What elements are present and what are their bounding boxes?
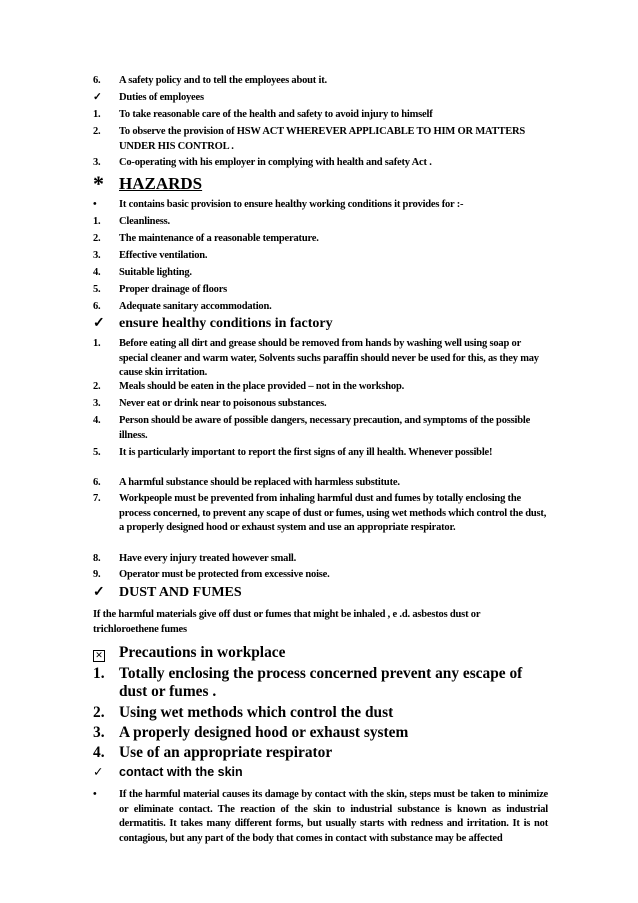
list-item-text: Suitable lighting. [119,267,192,278]
close-box-icon: ✕ [93,650,105,662]
list-marker: 4. [93,415,101,426]
duties-heading [93,91,548,106]
list-marker: 6. [93,477,101,488]
healthy-item [93,492,548,536]
list-item-text: A safety policy and to tell the employees about it. [119,75,327,86]
list-marker: 3. [93,157,101,168]
hazard-item [93,232,548,247]
healthy-item [93,552,548,567]
list-marker: 3. [93,724,105,741]
precaution-item [93,744,548,762]
list-item-text: If the harmful material causes its damage by contact with the skin, steps must be taken to minimize or eliminate contact. The reaction of the skin to industrial substance is known as industrial dermatitis. It takes many different forms, but usually starts with redness and irritation. It is not contagious, but any part of the body that comes in contact with substance may be affected [119,789,548,844]
check-icon: ✓ [93,765,104,779]
list-marker: 2. [93,233,101,244]
healthy-title: ensure healthy conditions in factory [119,316,333,331]
list-marker: 8. [93,553,101,564]
list-marker: 1. [93,216,101,227]
list-marker: 5. [93,284,101,295]
list-marker: 1. [93,109,101,120]
healthy-heading [93,315,548,332]
list-item-text: Workpeople must be prevented from inhaling harmful dust and fumes by totally enclosing the process concerned, to prevent any scape of dust or fumes, using wet methods which control the dust, a properly designed hood or exhaust system and use an appropriate respirator. [119,493,547,534]
list-item-text: To observe the provision of HSW ACT WHEREVER APPLICABLE TO HIM OR MATTERS UNDER HIS CONTROL . [119,126,526,152]
list-marker: 2. [93,381,101,392]
list-marker: 2. [93,126,101,137]
list-marker: 4. [93,267,101,278]
list-item-text: A harmful substance should be replaced with harmless substitute. [119,477,400,488]
list-marker: 2. [93,704,105,721]
hazard-item [93,283,548,298]
duties-heading-text: Duties of employees [119,92,204,103]
list-marker: 3. [93,398,101,409]
precautions-heading [93,644,548,662]
duty-item-1 [93,108,548,123]
list-item-text: Have every injury treated however small. [119,553,297,564]
check-icon: ✓ [93,316,105,331]
precaution-item [93,665,548,701]
list-marker: 3. [93,250,101,261]
list-item-text: Co-operating with his employer in complying with health and safety Act . [119,157,432,168]
list-item-text: It contains basic provision to ensure healthy working conditions it provides for :- [119,199,464,210]
duty-item-2 [93,125,548,154]
healthy-item [93,476,548,491]
hazard-item [93,300,548,315]
bullet-icon: • [93,199,97,210]
list-item-text: Totally enclosing the process concerned prevent any escape of dust or fumes . [119,665,523,700]
skin-title: contact with the skin [119,765,243,779]
duty-item-3 [93,156,548,171]
dust-title: DUST AND FUMES [119,585,242,600]
check-icon: ✓ [93,92,102,103]
healthy-item [93,380,548,395]
list-item-text: Never eat or drink near to poisonous substances. [119,398,327,409]
dust-paragraph: If the harmful materials give off dust or fumes that might be inhaled , e .d. asbestos dust or trichloroethene fumes [93,609,481,635]
list-marker: 1. [93,338,101,349]
list-item-text: Proper drainage of floors [119,284,228,295]
skin-item [93,788,548,846]
check-icon: ✓ [93,585,105,600]
precaution-item [93,704,548,722]
list-marker: 7. [93,493,101,504]
list-marker: 6. [93,301,101,312]
hazard-item [93,249,548,264]
list-item-text: Person should be aware of possible dangers, necessary precaution, and symptoms of the possible illness. [119,415,531,441]
healthy-item [93,414,548,443]
healthy-item [93,568,548,583]
list-item-text: It is particularly important to report the first signs of any ill health. Whenever possible! [119,447,493,458]
list-item-text: The maintenance of a reasonable temperature. [119,233,319,244]
healthy-item [93,446,548,461]
list-item-text: Meals should be eaten in the place provided – not in the workshop. [119,381,405,392]
list-marker: 1. [93,665,105,682]
list-marker: 6. [93,75,101,86]
list-item-text: A properly designed hood or exhaust system [119,724,409,741]
list-marker: 4. [93,744,105,761]
hazards-intro [93,198,548,213]
hazard-item [93,266,548,281]
hazards-title: HAZARDS [119,174,203,193]
healthy-item [93,397,548,412]
list-item-text: Before eating all dirt and grease should be removed from hands by washing well using soap or special cleaner and warm water, Solvents suchs paraffin should never be used for this, as they may cause skin irritation. [119,338,539,379]
asterisk-icon: * [93,171,104,196]
hazard-item [93,215,548,230]
healthy-item [93,337,548,381]
list-item-text: Cleanliness. [119,216,170,227]
list-marker: 9. [93,569,101,580]
bullet-icon: • [93,789,97,800]
list-item-text: Adequate sanitary accommodation. [119,301,272,312]
policy-item-6 [93,74,548,89]
list-item-text: Effective ventilation. [119,250,208,261]
list-item-text: Use of an appropriate respirator [119,744,333,761]
list-item-text: To take reasonable care of the health and safety to avoid injury to himself [119,109,433,120]
list-item-text: Using wet methods which control the dust [119,704,394,721]
list-item-text: Operator must be protected from excessive noise. [119,569,330,580]
dust-heading [93,584,548,601]
list-marker: 5. [93,447,101,458]
hazards-heading [93,171,548,196]
skin-heading [93,764,548,781]
precaution-item [93,724,548,742]
precautions-title: Precautions in workplace [119,644,286,661]
